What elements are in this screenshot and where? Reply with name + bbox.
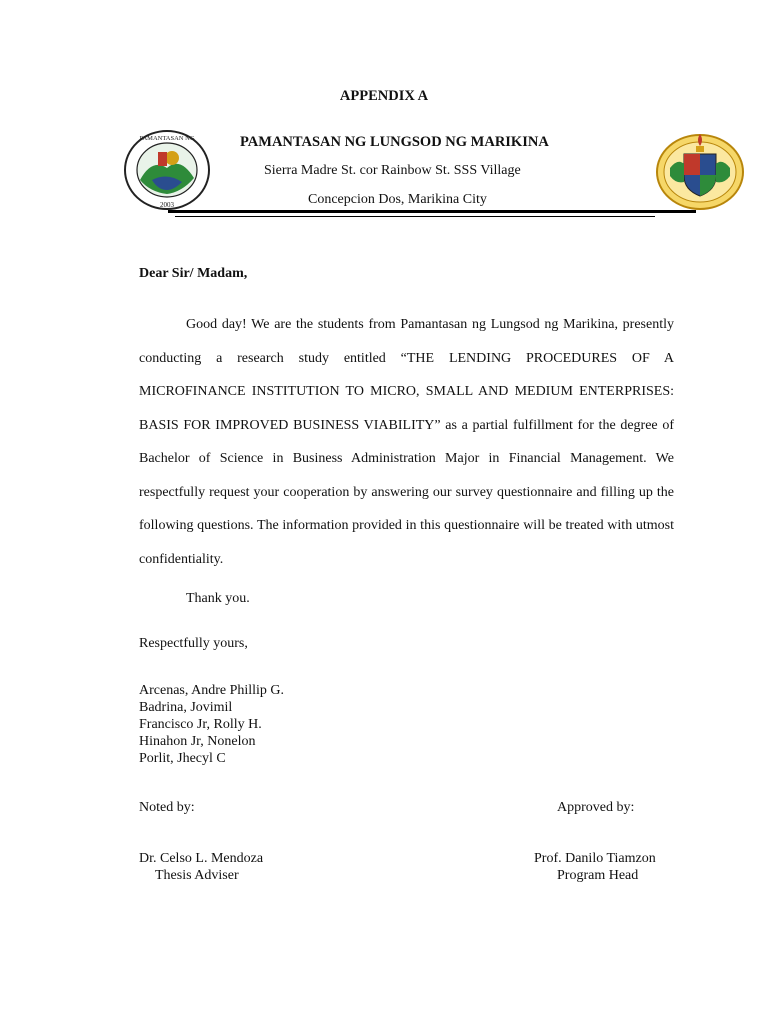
author-name: Porlit, Jhecyl C xyxy=(139,751,226,766)
letter-body-text: Good day! We are the students from Pamantasan ng Lungsod ng Marikina, presently conducting a research study entitled “THE LENDING PROCEDURES OF A MICROFINANCE INSTITUTION TO MICRO, SMALL AND MEDIUM ENTERPRISES: BASIS FOR IMPROVED BUSINESS VIABILITY” as a partial fulfillment for the degree of Bachelor of Science in Business Administration Major in Financial Management. We respectfully request your cooperation by answering our survey questionnaire and filling up the following questions. The information provided in this questionnaire will be treated with utmost confidentiality. xyxy=(139,317,674,567)
university-seal-icon xyxy=(122,128,212,212)
college-crest-icon xyxy=(654,128,746,212)
author-name: Francisco Jr, Rolly H. xyxy=(139,717,262,732)
author-name: Arcenas, Andre Phillip G. xyxy=(139,683,285,698)
author-name: Badrina, Jovimil xyxy=(139,700,233,715)
author-list xyxy=(139,682,284,767)
adviser-name: Dr. Celso L. Mendoza xyxy=(139,851,264,866)
address-line-2: Concepcion Dos, Marikina City xyxy=(308,192,487,207)
appendix-heading: APPENDIX A xyxy=(339,88,429,104)
header-divider-thin xyxy=(175,216,655,217)
letter-body xyxy=(139,308,674,576)
adviser-title: Thesis Adviser xyxy=(155,868,239,883)
program-head-name: Prof. Danilo Tiamzon xyxy=(534,851,656,866)
seal-year: 2003 xyxy=(160,201,174,209)
approved-by-label: Approved by: xyxy=(557,800,635,815)
noted-by-label: Noted by: xyxy=(139,800,195,815)
salutation: Dear Sir/ Madam, xyxy=(139,266,248,281)
header-divider xyxy=(168,210,696,213)
closing-line: Respectfully yours, xyxy=(139,636,248,651)
svg-text:PAMANTASAN NG: PAMANTASAN NG xyxy=(139,135,195,142)
university-name: PAMANTASAN NG LUNGSOD NG MARIKINA xyxy=(240,134,549,150)
thank-you-line: Thank you. xyxy=(186,591,250,606)
address-line-1: Sierra Madre St. cor Rainbow St. SSS Village xyxy=(264,163,521,178)
program-head-title: Program Head xyxy=(557,868,639,883)
author-name: Hinahon Jr, Nonelon xyxy=(139,734,256,749)
